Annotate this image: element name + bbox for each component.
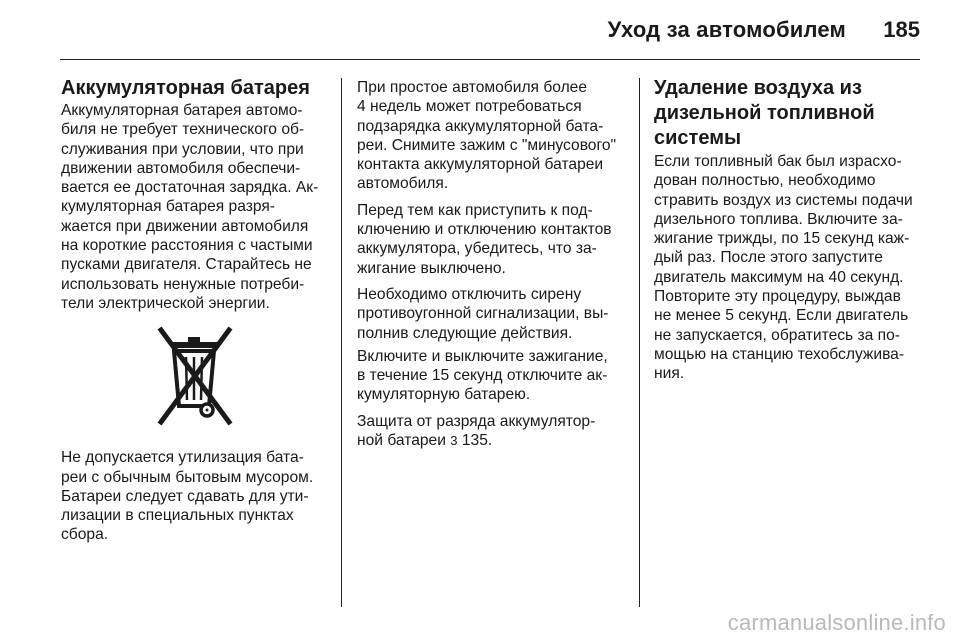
- text-line: полнив следующие действия.: [357, 324, 573, 342]
- text-line: пусками двигателя. Старайтесь не: [61, 256, 312, 274]
- text-line: ной батареи: [357, 432, 446, 450]
- text-line: жается при движении автомобиля: [61, 217, 309, 235]
- disposal-paragraph: [61, 448, 329, 544]
- battery-intro-paragraph: [61, 101, 329, 313]
- connect-paragraph: [357, 201, 627, 278]
- heading-line: системы: [654, 127, 742, 149]
- text-line: Батареи следует сдавать для ути-: [61, 487, 309, 505]
- page-header: [0, 0, 960, 62]
- text-line: в течение 15 секунд отключите ак-: [357, 367, 608, 385]
- column-1: [61, 76, 329, 552]
- text-line: Если топливный бак был израсхо-: [654, 153, 902, 170]
- text-line: контакта аккумуляторной батареи: [357, 156, 604, 174]
- text-line: аккумулятора, убедитесь, что за-: [357, 240, 597, 258]
- heading-line: дизельной топливной: [654, 102, 875, 124]
- text-line: Перед тем как приступить к под-: [357, 201, 593, 219]
- text-line: реи. Снимите зажим с "минусового": [357, 136, 617, 154]
- text-line: движении автомобиля обеспечи-: [61, 159, 301, 177]
- text-line: 4 недель может потребоваться: [357, 98, 582, 116]
- watermark: carmanualsonline.info: [727, 610, 946, 635]
- heading-line: Удаление воздуха из: [654, 77, 862, 99]
- column-2: [357, 78, 627, 457]
- section-title: Уход за автомобилем: [607, 17, 846, 42]
- text-line: кумуляторная батарея разря-: [61, 198, 276, 216]
- text-line: Аккумуляторная батарея автомо-: [61, 102, 303, 119]
- text-line: реи с обычным бытовым мусором.: [61, 468, 314, 486]
- column-divider-1: [341, 78, 342, 607]
- header-divider: [60, 59, 920, 60]
- text-line: ния.: [654, 365, 685, 383]
- text-line: Необходимо отключить сирену: [357, 285, 582, 303]
- text-line: дован полностью, необходимо: [654, 172, 876, 190]
- text-line: на короткие расстояния с частыми: [61, 237, 313, 255]
- text-line: лизации в специальных пунктах: [61, 507, 294, 525]
- page-reference-link[interactable]: 135.: [461, 432, 493, 450]
- diesel-bleeding-heading: [654, 76, 926, 151]
- text-line: подзарядка аккумуляторной бата-: [357, 117, 604, 135]
- crossed-out-wheelie-bin-icon: [155, 324, 235, 432]
- page-reference-icon: 3: [450, 433, 458, 449]
- text-line: сбора.: [61, 526, 109, 544]
- text-line: Включите и выключите зажигание,: [357, 347, 608, 365]
- text-line: двигатель максимум на 40 секунд.: [654, 268, 904, 286]
- text-line: кумуляторную батарею.: [357, 386, 531, 404]
- text-line: При простое автомобиля более: [357, 79, 588, 96]
- text-line: мощью на станцию техобслужива-: [654, 345, 905, 363]
- text-line: дизельного топлива. Включите за-: [654, 210, 903, 228]
- alarm-paragraph: [357, 285, 627, 343]
- battery-heading: Аккумуляторная батарея: [61, 77, 310, 99]
- ignition-paragraph: [357, 347, 627, 405]
- text-line: противоугонной сигнализации, вы-: [357, 305, 609, 323]
- discharge-protection-paragraph: [357, 412, 627, 451]
- text-line: стравить воздух из системы подачи: [654, 191, 913, 209]
- text-line: автомобиля.: [357, 175, 449, 193]
- text-line: жигание трижды, по 15 секунд каж-: [654, 230, 910, 248]
- storage-paragraph: [357, 78, 627, 194]
- text-line: тели электрической энергии.: [61, 294, 270, 312]
- disposal-symbol: [61, 322, 329, 434]
- text-line: не менее 5 секунд. Если двигатель: [654, 307, 909, 325]
- text-line: дый раз. После этого запустите: [654, 249, 883, 267]
- diesel-bleeding-paragraph: [654, 152, 926, 384]
- column-3: [654, 76, 926, 391]
- text-line: не запускается, обратитесь за по-: [654, 326, 900, 344]
- text-line: Защита от разряда аккумулятор-: [357, 412, 596, 430]
- text-line: биля не требует технического об-: [61, 121, 305, 139]
- page-number: 185: [883, 17, 920, 42]
- column-divider-2: [639, 78, 640, 607]
- text-line: вается ее достаточная зарядка. Ак-: [61, 179, 319, 197]
- text-line: ключению и отключению контактов: [357, 221, 612, 239]
- text-line: служивания при условии, что при: [61, 140, 304, 158]
- text-line: использовать ненужные потреби-: [61, 275, 305, 293]
- text-line: Повторите эту процедуру, выждав: [654, 288, 901, 306]
- text-line: жигание выключено.: [357, 259, 506, 277]
- text-line: Не допускается утилизация бата-: [61, 449, 304, 467]
